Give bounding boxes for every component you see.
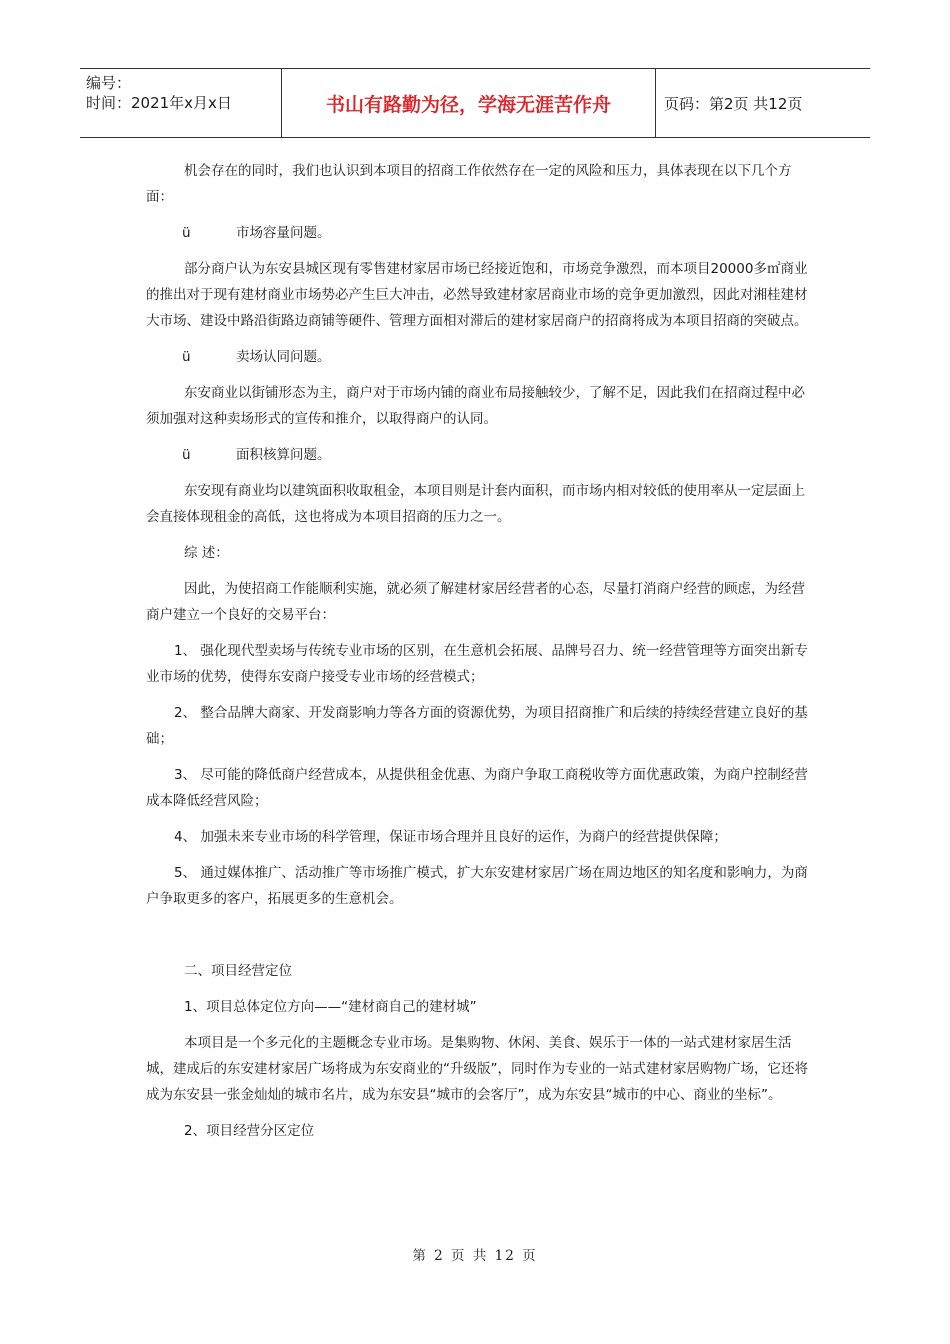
document-body [146,158,810,1154]
bullet-item [146,442,810,468]
paragraph: 东安商业以街铺形态为主，商户对于市场内铺的商业布局接触较少，了解不足，因此我们在招商过程中必须加强对这种卖场形式的宣传和推介，以取得商户的认同。 [146,385,805,427]
bullet-mark: ü [182,447,191,463]
bullet-mark: ü [182,349,191,365]
header-page-info: 页码：第2页 共12页 [664,94,803,113]
numbered-item: 4、 加强未来专业市场的科学管理，保证市场合理并且良好的运作，为商户的经营提供保障； [174,829,727,845]
subsection-title: 2、项目经营分区定位 [184,1123,315,1139]
numbered-item: 5、 通过媒体推广、活动推广等市场推广模式，扩大东安建材家居广场在周边地区的知名度和影响力，为商户争取更多的客户，拓展更多的生意机会。 [146,865,808,907]
section-title: 二、项目经营定位 [184,963,292,979]
bullet-item [146,220,810,246]
spacer [146,922,810,958]
bullet-item [146,344,810,370]
header-meta [80,69,282,137]
numbered-item: 2、 整合品牌大商家、开发商影响力等各方面的资源优势，为项目招商推广和后续的持续经营建立良好的基础； [146,705,808,747]
bullet-text: 面积核算问题。 [236,447,331,463]
header-motto: 书山有路勤为径，学海无涯苦作舟 [282,69,656,137]
code-label: 编号： [86,74,132,92]
paragraph: 部分商户认为东安县城区现有零售建材家居市场已经接近饱和，市场竞争激烈，而本项目20000多㎡商业的推出对于现有建材商业市场势必产生巨大冲击，必然导致建材家居商业市场的竞争更加激烈，因此对湘桂建材大市场、建设中路沿街路边商铺等硬件、管理方面相对滞后的建材家居商户的招商将成为本项目招商的突破点。 [146,261,808,329]
numbered-item: 3、 尽可能的降低商户经营成本，从提供租金优惠、为商户争取工商税收等方面优惠政策，为商户控制经营成本降低经营风险； [146,767,808,809]
bullet-text: 市场容量问题。 [236,225,331,241]
paragraph: 因此，为使招商工作能顺利实施，就必须了解建材家居经营者的心态，尽量打消商户经营的顾虑，为经营商户建立一个良好的交易平台： [146,581,805,623]
time-label: 时间：2021年x月x日 [86,94,232,112]
numbered-item: 1、 强化现代型卖场与传统专业市场的区别，在生意机会拓展、品牌号召力、统一经营管理等方面突出新专业市场的优势，使得东安商户接受专业市场的经营模式； [146,643,808,685]
bullet-text: 卖场认同问题。 [236,349,331,365]
bullet-mark: ü [182,225,191,241]
paragraph: 东安现有商业均以建筑面积收取租金，本项目则是计套内面积，而市场内相对较低的使用率从一定层面上会直接体现租金的高低，这也将成为本项目招商的压力之一。 [146,483,805,525]
paragraph: 本项目是一个多元化的主题概念专业市场。是集购物、休闲、美食、娱乐于一体的一站式建材家居生活城，建成后的东安建材家居广场将成为东安商业的“升级版”，同时作为专业的一站式建材家居购物广场，它还将成为东安县一张金灿灿的城市名片，成为东安县“城市的会客厅”，成为东安县“城市的中心、商业的坐标”。 [146,1035,808,1103]
paragraph: 机会存在的同时，我们也认识到本项目的招商工作依然存在一定的风险和压力，具体表现在以下几个方面： [146,163,792,205]
summary-label: 综 述： [184,545,229,561]
subsection-title: 1、项目总体定位方向——“建材商自己的建材城” [184,999,477,1015]
page-footer: 第 2 页 共 12 页 [412,1248,538,1264]
page-header [80,68,870,138]
